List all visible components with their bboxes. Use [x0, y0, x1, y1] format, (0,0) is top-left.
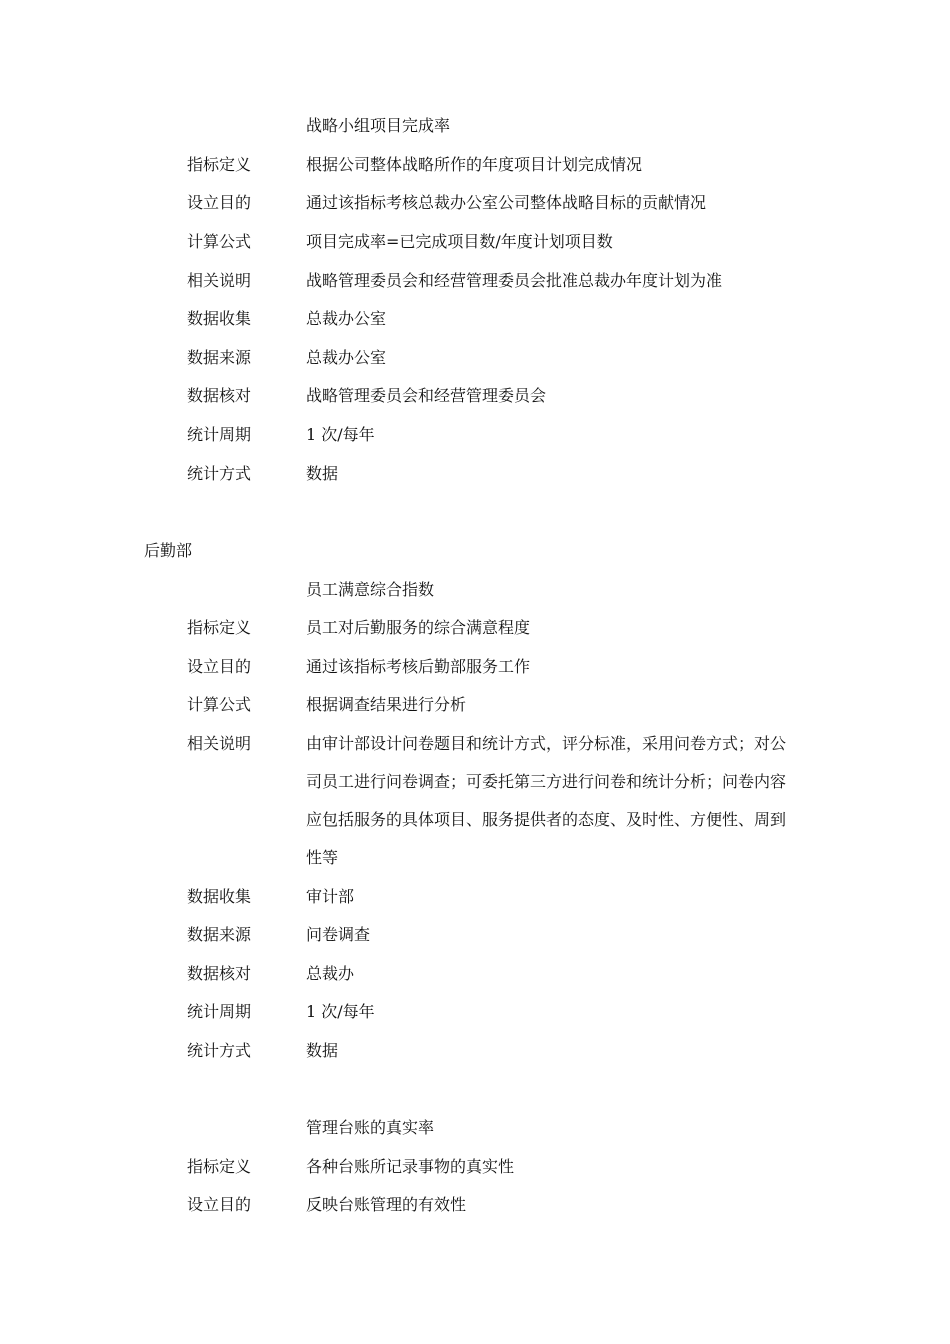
row-label: 相关说明 [187, 271, 252, 290]
row-value: 反映台账管理的有效性 [306, 1195, 467, 1214]
row-value: 各种台账所记录事物的真实性 [306, 1157, 515, 1176]
row-label: 统计周期 [187, 1002, 252, 1021]
row-label: 指标定义 [187, 618, 252, 637]
row-value: 审计部 [306, 887, 355, 906]
row-value-line: 由审计部设计问卷题目和统计方式，评分标准，采用问卷方式；对公 [306, 734, 787, 753]
row-value: 根据调查结果进行分析 [306, 695, 467, 714]
row-value: 问卷调查 [306, 925, 371, 944]
row-value: 总裁办公室 [306, 348, 387, 367]
row-label: 数据来源 [187, 348, 252, 367]
row-label: 计算公式 [187, 695, 252, 714]
row-label: 指标定义 [187, 155, 252, 174]
row-value: 总裁办 [306, 964, 355, 983]
row-label: 统计方式 [187, 464, 252, 483]
row-label: 计算公式 [187, 232, 252, 251]
indicator-title: 员工满意综合指数 [306, 580, 435, 599]
row-label: 统计周期 [187, 425, 252, 444]
row-label: 设立目的 [187, 657, 252, 676]
row-label: 数据核对 [187, 386, 252, 405]
row-label: 指标定义 [187, 1157, 252, 1176]
row-value-line: 应包括服务的具体项目、服务提供者的态度、及时性、方便性、周到 [306, 810, 787, 829]
section-heading: 后勤部 [144, 541, 193, 560]
row-value: 1 次/每年 [306, 1002, 375, 1021]
row-value: 战略管理委员会和经营管理委员会批准总裁办年度计划为准 [306, 271, 723, 290]
row-value: 根据公司整体战略所作的年度项目计划完成情况 [306, 155, 643, 174]
row-label: 相关说明 [187, 734, 252, 753]
row-value: 通过该指标考核后勤部服务工作 [306, 657, 531, 676]
row-label: 统计方式 [187, 1041, 252, 1060]
row-value: 通过该指标考核总裁办公室公司整体战略目标的贡献情况 [306, 193, 707, 212]
row-value: 员工对后勤服务的综合满意程度 [306, 618, 531, 637]
row-value: 总裁办公室 [306, 309, 387, 328]
row-label: 数据来源 [187, 925, 252, 944]
row-value: 数据 [306, 1041, 339, 1060]
row-value-line: 性等 [306, 848, 339, 867]
row-label: 数据核对 [187, 964, 252, 983]
row-label: 设立目的 [187, 1195, 252, 1214]
row-value: 1 次/每年 [306, 425, 375, 444]
row-value: 战略管理委员会和经营管理委员会 [306, 386, 547, 405]
row-value: 数据 [306, 464, 339, 483]
indicator-title: 战略小组项目完成率 [306, 116, 451, 135]
row-value-line: 司员工进行问卷调查；可委托第三方进行问卷和统计分析；问卷内容 [306, 772, 787, 791]
indicator-title: 管理台账的真实率 [306, 1118, 435, 1137]
row-label: 数据收集 [187, 887, 252, 906]
row-label: 设立目的 [187, 193, 252, 212]
row-value: 项目完成率=已完成项目数/年度计划项目数 [306, 232, 613, 251]
row-label: 数据收集 [187, 309, 252, 328]
